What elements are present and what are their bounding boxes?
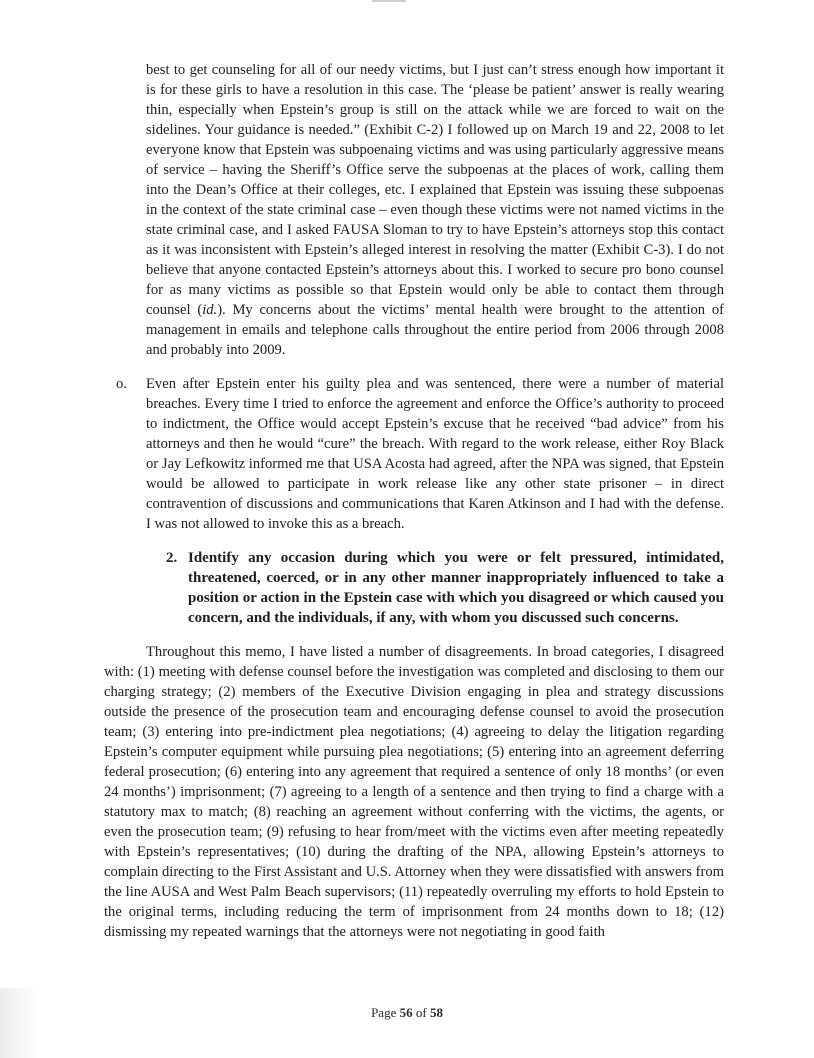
continued-text-part1: best to get counseling for all of our needy victims, but I just can’t stress enough how important it is for these girls to have a resolution in this case. The ‘please be patient’ answer is really wearing thin, especially when Epstein’s group is still on the attack while we are forced to wait on the sidelines. Your guidance is needed.” (Exhibit C-2) I followed up on March 19 and 22, 2008 to let everyone know that Epstein was subpoenaing victims and was using particularly aggressive means of service – having the Sheriff’s Office serve the subpoenas at the places of work, calling them into the Dean’s Office at their colleges, etc. I explained that Epstein was issuing these subpoenas in the context of the state criminal case – even though these victims were not named victims in the state criminal case, and I asked FAUSA Sloman to try to have Epstein’s attorneys stop this contact as it was inconsistent with Epstein’s alleged interest in resolving the matter (Exhibit C-3). I do not believe that anyone contacted Epstein’s attorneys about this. I worked to secure pro bono counsel for as many victims as possible so that Epstein would only be able to contact them through counsel ( [146, 62, 724, 318]
list-item-o [104, 374, 724, 534]
page-label: Page [371, 1005, 397, 1020]
continued-text-part2: ). My concerns about the victims’ mental health were brought to the attention of management in emails and telephone calls throughout the entire period from 2006 through 2008 and probably into 2009. [146, 302, 724, 358]
list-item-o-text: Even after Epstein enter his guilty plea and was sentenced, there were a number of material breaches. Every time I tried to enforce the agreement and enforce the Office’s authority to proceed to indictment, the Office would accept Epstein’s excuse that he received “bad advice” from his attorneys and then he would “cure” the breach. With regard to the work release, either Roy Black or Jay Lefkowitz informed me that USA Acosta had agreed, after the NPA was signed, that Epstein would be allowed to participate in work release like any other state prisoner – in direct contravention of discussions and communications that Karen Atkinson and I had with the defense. I was not allowed to invoke this as a breach. [146, 376, 724, 532]
citation-id: id. [202, 302, 218, 318]
question-2 [166, 548, 724, 628]
list-marker-o: o. [116, 376, 127, 392]
of-label: of [415, 1005, 427, 1020]
continued-paragraph [146, 60, 724, 360]
current-page-number: 56 [399, 1005, 413, 1020]
total-pages-number: 58 [429, 1005, 443, 1020]
question-text: Identify any occasion during which you were or felt pressured, intimidated, threatened, coerced, or in any other manner inappropriately influenced to take a position or action in the Epstein case with which you disagreed or which caused you concern, and the individuals, if any, with whom you discussed such concerns. [188, 550, 724, 626]
answer-paragraph: Throughout this memo, I have listed a number of disagreements. In broad categories, I disagreed with: (1) meeting with defense counsel before the investigation was completed and disclosing to them our charging strategy; (2) members of the Executive Division engaging in plea and strategy discussions outside the presence of the prosecution team and encouraging defense counsel to avoid the prosecution team; (3) entering into pre-indictment plea negotiations; (4) agreeing to delay the litigation regarding Epstein’s computer equipment while pursuing plea negotiations; (5) entering into an agreement deferring federal prosecution; (6) entering into any agreement that required a sentence of only 18 months’ (or even 24 months’) imprisonment; (7) agreeing to a length of a sentence and then trying to find a charge with a statutory max to match; (8) reaching an agreement without conferring with the victims, the agents, or even the prosecution team; (9) refusing to hear from/meet with the victims even after meeting repeatedly with Epstein’s representatives; (10) during the drafting of the NPA, allowing Epstein’s attorneys to complain directing to the First Assistant and U.S. Attorney when they were dissatisfied with answers from the line AUSA and West Palm Beach supervisors; (11) repeatedly overruling my efforts to hold Epstein to the original terms, including reducing the term of imprisonment from 24 months down to 18; (12) dismissing my repeated warnings that the attorneys were not negotiating in good faith [104, 644, 724, 940]
scan-edge-mark [372, 0, 406, 2]
document-body [104, 60, 724, 942]
scan-shadow [0, 988, 40, 1058]
page-footer [0, 1005, 814, 1021]
question-number: 2. [166, 550, 178, 566]
